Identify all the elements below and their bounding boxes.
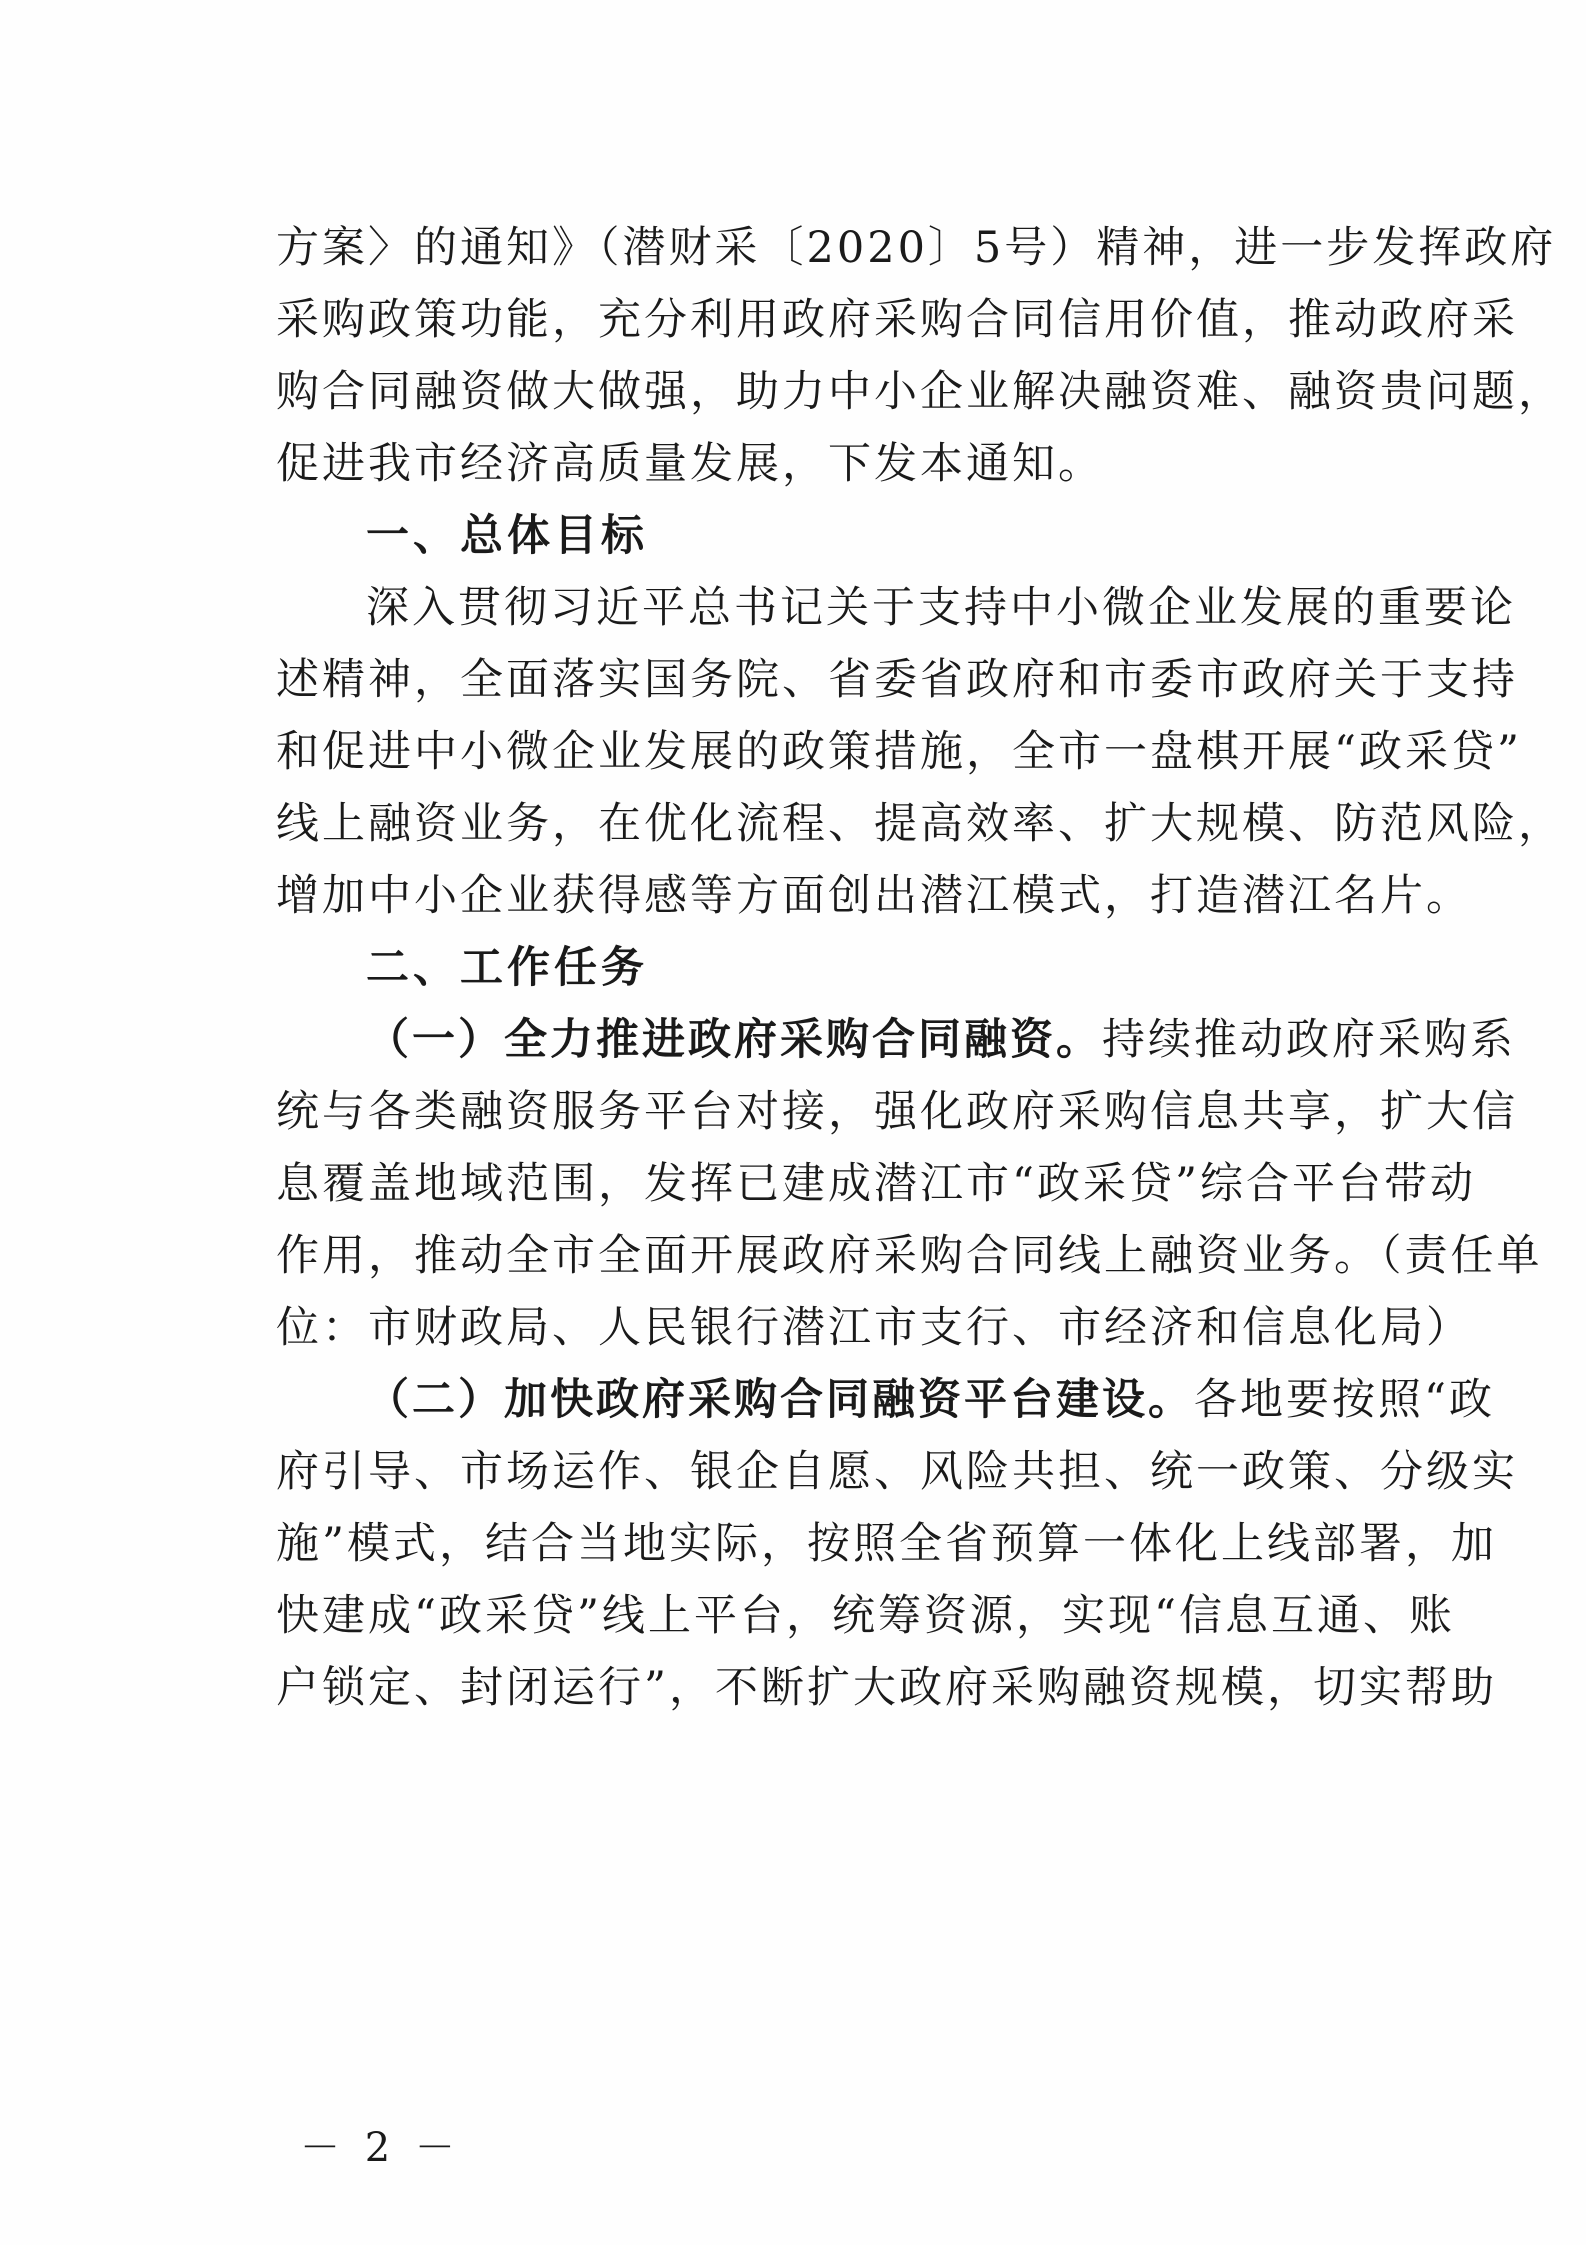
item2-line-4: 快建成“政采贷”线上平台，统筹资源，实现“信息互通、账 [276,1591,1455,1641]
item1-line-4: 作用，推动全市全面开展政府采购合同线上融资业务。（责任单 [276,1231,1543,1281]
section1-line-4: 线上融资业务，在优化流程、提高效率、扩大规模、防范风险， [276,799,1564,849]
item2-line-3: 施”模式，结合当地实际，按照全省预算一体化上线部署，加 [276,1519,1497,1569]
intro-line-2: 采购政策功能，充分利用政府采购合同信用价值，推动政府采 [276,295,1518,345]
item1-line-3: 息覆盖地域范围，发挥已建成潜江市“政采贷”综合平台带动 [276,1159,1476,1209]
item1-first-line [366,1010,1516,1070]
item2-lead: （二）加快政府采购合同融资平台建设。 [366,1375,1194,1425]
item2-line-2: 府引导、市场运作、银企自愿、风险共担、统一政策、分级实 [276,1447,1518,1497]
intro-line-3: 购合同融资做大做强，助力中小企业解决融资难、融资贵问题， [276,367,1564,417]
item1-line-2: 统与各类融资服务平台对接，强化政府采购信息共享，扩大信 [276,1087,1518,1137]
item2-first-line [366,1370,1495,1430]
item2-first-rest: 各地要按照“政 [1194,1375,1495,1425]
item1-first-rest: 持续推动政府采购系 [1102,1015,1516,1065]
page-number: － 2 － [300,2125,461,2171]
section1-line-1: 深入贯彻习近平总书记关于支持中小微企业发展的重要论 [366,583,1516,633]
item1-line-5: 位：市财政局、人民银行潜江市支行、市经济和信息化局） [276,1303,1472,1353]
intro-line-1: 方案〉的通知》（潜财采〔2020〕5号）精神，进一步发挥政府 [276,223,1557,273]
item1-lead: （一）全力推进政府采购合同融资。 [366,1015,1102,1065]
section1-line-2: 述精神，全面落实国务院、省委省政府和市委市政府关于支持 [276,655,1518,705]
section-heading-goals: 一、总体目标 [366,511,648,561]
section1-line-3: 和促进中小微企业发展的政策措施，全市一盘棋开展“政采贷” [276,727,1522,777]
section-heading-tasks: 二、工作任务 [366,943,648,993]
intro-line-4: 促进我市经济高质量发展，下发本通知。 [276,439,1104,489]
item2-line-5: 户锁定、封闭运行”，不断扩大政府采购融资规模，切实帮助 [276,1663,1497,1713]
section1-line-5: 增加中小企业获得感等方面创出潜江模式，打造潜江名片。 [276,871,1472,921]
